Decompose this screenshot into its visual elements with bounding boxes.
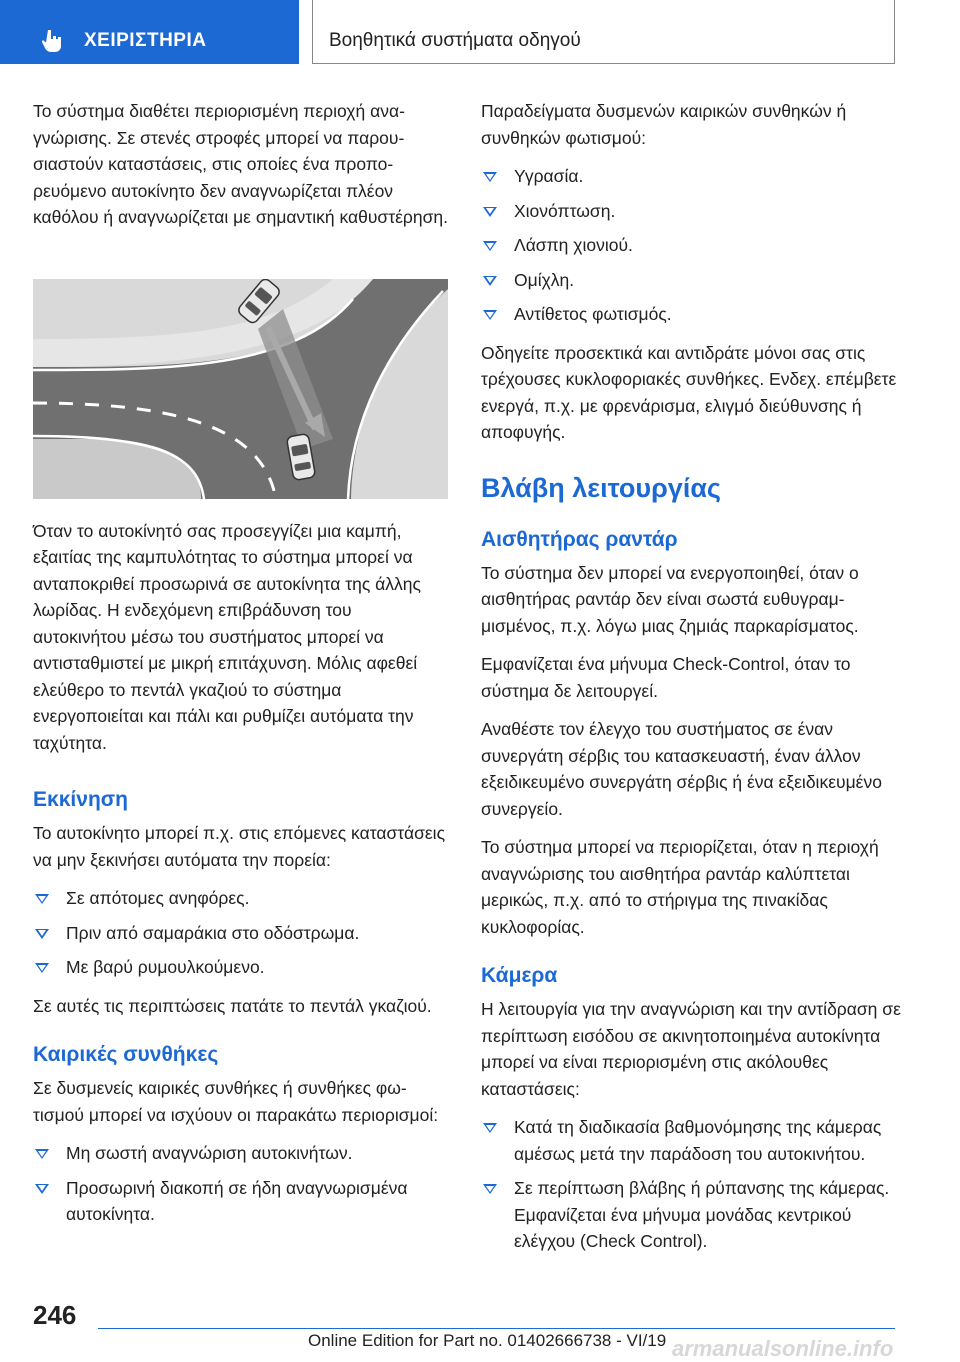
radar-heading: Αισθητήρας ραντάρ: [481, 527, 678, 551]
triangle-bullet-icon: [35, 929, 49, 939]
triangle-bullet-icon: [483, 1184, 497, 1194]
list-item: Σε απότομες ανηφόρες.: [33, 885, 448, 912]
triangle-bullet-icon: [35, 1184, 49, 1194]
triangle-bullet-icon: [483, 310, 497, 320]
list-item: Με βαρύ ρυμουλκούμενο.: [33, 954, 448, 981]
watermark: armanualsonline.info: [672, 1336, 894, 1361]
intro-paragraph: Το σύστημα διαθέτει περιορισμένη περιοχή αναγνώρισης. Σε στενές στροφές μπορεί να παρουσιαστούν καταστάσεις, στις οποίες ένα προπορευόμενο αυτοκίνητο δεν αναγνωρίζεται πλέον καθόλου ή αναγνωρίζεται με σημαντική καθυστέρηση.: [33, 101, 449, 227]
list-item: Κατά τη διαδικασία βαθμονόμησης της κάμερας αμέσως μετά την παράδοση του αυτοκινήτου.: [481, 1114, 901, 1167]
list-item: Ομίχλη.: [481, 267, 901, 294]
triangle-bullet-icon: [483, 172, 497, 182]
weather-list: [33, 1140, 448, 1228]
camera-paragraph: Η λειτουργία για την αναγνώριση και την αντίδραση σε περίπτωση εισόδου σε ακινητοποιημένα αυτοκίνητα μπορεί να είναι περιορισμένη στις ακόλουθες καταστάσεις:: [481, 999, 901, 1099]
section-tab[interactable]: [0, 0, 299, 64]
edition-text: Online Edition for Part no. 01402666738 - VI/19: [308, 1331, 667, 1350]
radar-paragraph-1: Το σύστημα δεν μπορεί να ενεργοποιηθεί, όταν ο αισθητήρας ραντάρ δεν είναι σωστά ευθυγραμμισμένος, π.χ. λόγω μιας ζημιάς παρκαρίσματος.: [481, 562, 859, 636]
list-item: Μη σωστή αναγνώριση αυτοκινήτων.: [33, 1140, 448, 1167]
weather-paragraph: Σε δυσμενείς καιρικές συνθήκες ή συνθήκες φωτισμού μπορεί να ισχύουν οι παρακάτω περιορισμοί:: [33, 1078, 439, 1125]
left-column: [33, 98, 448, 1240]
chapter-title: Βοηθητικά συστήματα οδηγού: [329, 30, 581, 51]
examples-paragraph: Παραδείγματα δυσμενών καιρικών συνθηκών ή συνθηκών φωτισμού:: [481, 101, 847, 148]
start-paragraph: Το αυτοκίνητο μπορεί π.χ. στις επόμενες καταστάσεις να μην ξεκινήσει αυτόματα την πορεία:: [33, 823, 446, 870]
triangle-bullet-icon: [483, 241, 497, 251]
start-note: Σε αυτές τις περιπτώσεις πατάτε το πεντάλ γκαζιού.: [33, 995, 432, 1016]
start-heading: Εκκίνηση: [33, 788, 128, 811]
triangle-bullet-icon: [35, 894, 49, 904]
section-label: ΧΕΙΡΙΣΤΗΡΙΑ: [84, 30, 207, 51]
radar-paragraph-4: Το σύστημα μπορεί να περιορίζεται, όταν η περιοχή αναγνώρισης του αισθητήρα ραντάρ καλύπτεται μερικώς, π.χ. από το στήριγμα της πινακίδας κυκλοφορίας.: [481, 837, 879, 937]
weather-heading: Καιρικές συνθήκες: [33, 1043, 219, 1066]
list-item: Σε περίπτωση βλάβης ή ρύπανσης της κάμερας. Εμφανίζεται ένα μήνυμα μονάδας κεντρικού ελέγχου (Check Control).: [481, 1175, 901, 1255]
list-item: Προσωρινή διακοπή σε ήδη αναγνωρισμένα αυτοκίνητα.: [33, 1175, 448, 1228]
examples-list: [481, 163, 901, 328]
drive-paragraph: Οδηγείτε προσεκτικά και αντιδράτε μόνοι σας στις τρέχουσες κυκλοφοριακές συνθήκες. Ενδεχ. επέμβετε ενεργά, π.χ. με φρενάρισμα, ελιγμό διεύθυνσης ή αποφυγής.: [481, 342, 897, 442]
footer-divider: [98, 1328, 895, 1329]
list-item: Πριν από σαμαράκια στο οδόστρωμα.: [33, 920, 448, 947]
curve-road-illustration: [33, 279, 448, 499]
hand-pointer-icon: [40, 28, 66, 54]
radar-paragraph-2: Εμφανίζεται ένα μήνυμα Check-Control, όταν το σύστημα δε λειτουργεί.: [481, 654, 851, 701]
chapter-header: [312, 0, 895, 64]
malfunction-heading: Βλάβη λειτουργίας: [481, 472, 721, 503]
camera-heading: Κάμερα: [481, 964, 558, 987]
curve-paragraph: Όταν το αυτοκίνητό σας προσεγγίζει μια καμπή, εξαιτίας της καμπυλότητας το σύστημα μπορεί να ανταποκριθεί προσωρινά σε αυτοκίνητα της άλλης λωρίδας. Η ενδεχόμενη επιβράδυνση του αυτοκινήτου μέσω του συστήματος μπορεί να αντισταθμιστεί με μικρή επιτάχυνση. Μόλις αφεθεί ελεύθερο το πεντάλ γκαζιού το σύστημα ενεργοποιείται και πάλι και ρυθμίζει αυτόματα την ταχύτητα.: [33, 520, 421, 753]
list-item: Χιονόπτωση.: [481, 198, 901, 225]
triangle-bullet-icon: [35, 1149, 49, 1159]
page-number: 246: [33, 1300, 77, 1330]
list-item: Αντίθετος φωτισμός.: [481, 301, 901, 328]
list-item: Υγρασία.: [481, 163, 901, 190]
camera-list: [481, 1114, 901, 1255]
triangle-bullet-icon: [483, 1123, 497, 1133]
triangle-bullet-icon: [483, 207, 497, 217]
list-item: Λάσπη χιονιού.: [481, 232, 901, 259]
start-list: [33, 885, 448, 981]
triangle-bullet-icon: [483, 276, 497, 286]
triangle-bullet-icon: [35, 963, 49, 973]
right-column: [481, 98, 901, 1267]
radar-paragraph-3: Αναθέστε τον έλεγχο του συστήματος σε έναν συνεργάτη σέρβις του κατασκευαστή, έναν άλλον εξειδικευμένο συνεργάτη σέρβις ή ένα εξειδικευμένο συνεργείο.: [481, 719, 882, 819]
